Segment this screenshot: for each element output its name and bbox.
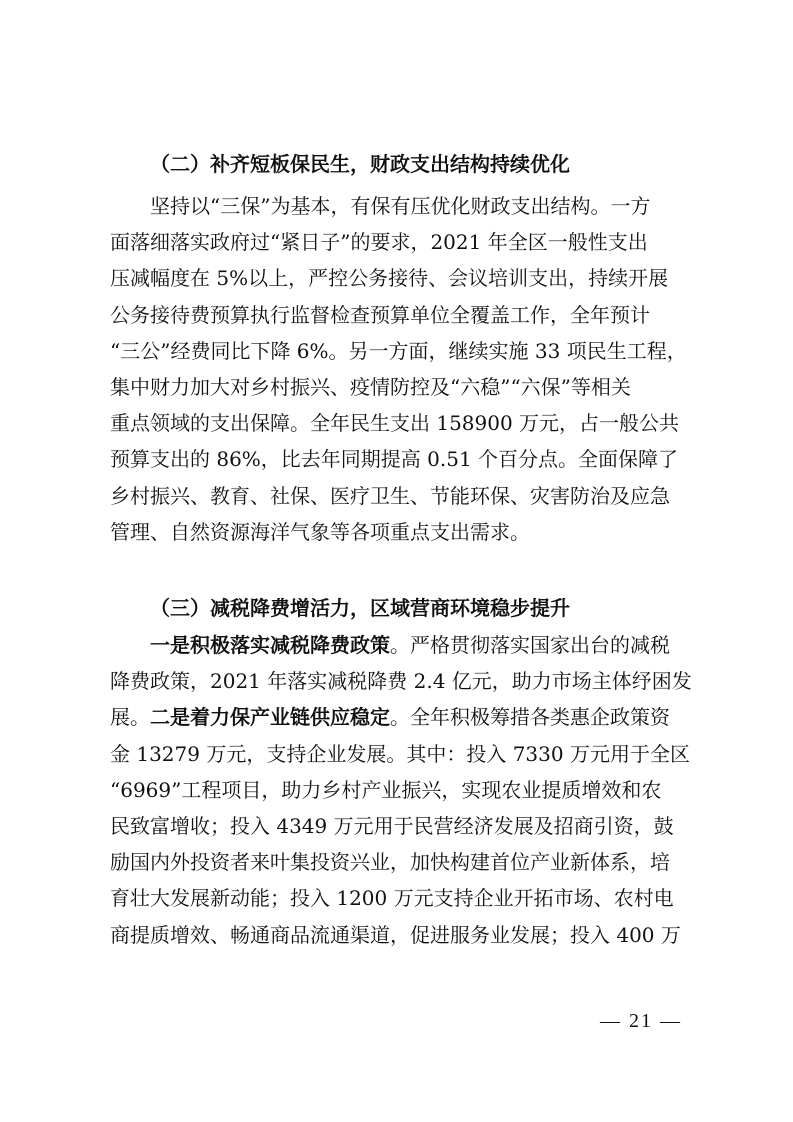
text-line: 压减幅度在 5%以上，严控公务接待、会议培训支出，持续开展 (110, 266, 669, 291)
section-2-body (110, 188, 690, 550)
text-line: 励国内外投资者来叶集投资兴业，加快构建首位产业新体系，培 (110, 850, 670, 875)
bold-lead-1: 一是积极落实减税降费政策 (150, 633, 390, 657)
text-line: 预算支出的 86%，比去年同期提高 0.51 个百分点。全面保障了 (110, 447, 679, 472)
text-line: 坚持以“三保”为基本，有保有压优化财政支出结构。一方 (150, 194, 651, 218)
text-line: 公务接待费预算执行监督检查预算单位全覆盖工作，全年预计 (110, 302, 650, 327)
text-line: “三公”经费同比下降 6%。另一方面，继续实施 33 项民生工程， (110, 338, 687, 363)
text-line: 商提质增效、畅通商品流通渠道，促进服务业发展；投入 400 万 (110, 922, 681, 947)
text-line: 乡村振兴、教育、社保、医疗卫生、节能环保、灾害防治及应急 (110, 483, 670, 508)
text-line: 民致富增收；投入 4349 万元用于民营经济发展及招商引资，鼓 (110, 813, 674, 838)
text-line: 重点领域的支出保障。全年民生支出 158900 万元，占一般公共 (110, 411, 680, 436)
text-line: 集中财力加大对乡村振兴、疫情防控及“六稳”“六保”等相关 (110, 374, 631, 399)
text-run: 展。 (110, 705, 150, 730)
text-run: 。全年积极筹措各类惠企政策资 (390, 705, 670, 730)
text-line: 降费政策，2021 年落实减税降费 2.4 亿元，助力市场主体纾困发 (110, 669, 692, 694)
text-run: 。严格贯彻落实国家出台的减税 (390, 633, 670, 657)
section-3-body (110, 627, 690, 953)
text-line: 育壮大发展新动能；投入 1200 万元支持企业开拓市场、农村电 (110, 886, 674, 911)
section-heading-2: （二）补齐短板保民生，财政支出结构持续优化 (150, 152, 570, 176)
text-line (110, 699, 690, 735)
text-line (110, 627, 690, 663)
bold-lead-2: 二是着力保产业链供应稳定 (150, 705, 390, 730)
text-line: 管理、自然资源海洋气象等各项重点支出需求。 (110, 519, 530, 544)
section-heading-3: （三）减税降费增活力，区域营商环境稳步提升 (150, 596, 570, 620)
text-line: 面落细落实政府过“紧日子”的要求，2021 年全区一般性支出 (110, 230, 648, 255)
text-line: 金 13279 万元，支持企业发展。其中：投入 7330 万元用于全区 (110, 741, 690, 766)
text-line: “6969”工程项目，助力乡村产业振兴，实现农业提质增效和农 (110, 777, 662, 802)
page-number: — 21 — (600, 1010, 682, 1032)
